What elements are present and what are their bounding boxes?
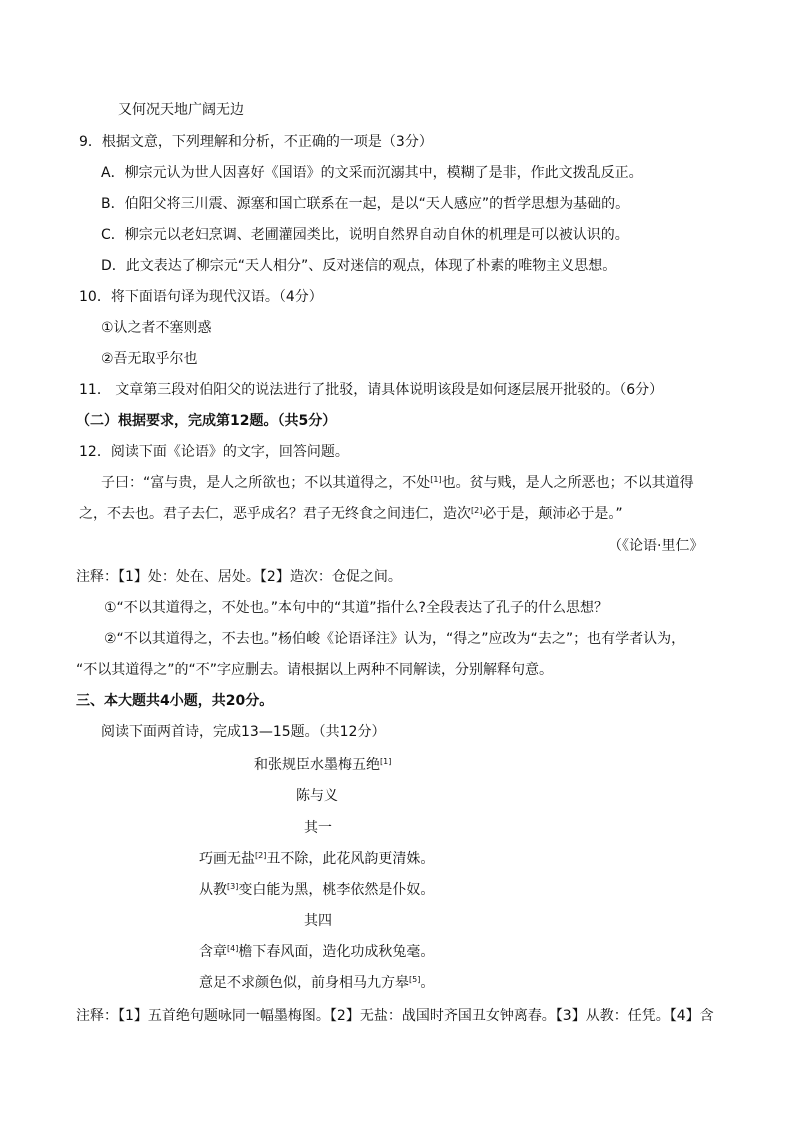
footnote-mark: [4] — [227, 944, 239, 953]
source-citation: （《论语·里仁》 — [608, 538, 704, 554]
poem-verse — [199, 973, 434, 995]
passage-text: 子曰：“富与贵，是人之所欲也；不以其道得之，不处 — [101, 475, 431, 491]
annotation-2: 注释：【1】五首绝句题咏同一幅墨梅图。【2】无盐：战国时齐国丑女钟离春。【3】从教：任凭。【4】含 — [76, 1008, 714, 1024]
text-line: 又何况天地广阔无边 — [118, 102, 244, 118]
poem-section-4: 其四 — [304, 913, 332, 929]
question-10: 10．将下面语句译为现代汉语。（4分） — [79, 289, 323, 305]
poem-author: 陈与义 — [296, 788, 338, 804]
sub-question-2: ②“不以其道得之，不去也。”杨伯峻《论语译注》认为，“得之”应改为“去之”；也有学者认为， — [104, 631, 686, 647]
poem-verse — [199, 942, 434, 964]
verse-text: 意足不求颜色似，前身相马九方皋 — [199, 975, 409, 991]
poem-section-1: 其一 — [304, 820, 332, 836]
question-12: 12．阅读下面《论语》的文字，回答问题。 — [79, 444, 349, 460]
passage-text: 也。贫与贱，是人之所恶也；不以其道得 — [441, 475, 694, 491]
verse-text: 巧画无盐 — [199, 851, 255, 867]
option-c: C．柳宗元以老妇烹调、老圃灌园类比，说明自然界自动自休的机理是可以被认识的。 — [101, 227, 629, 243]
passage-line-2 — [79, 504, 623, 526]
q10-item-1: ①认之者不塞则惑 — [101, 320, 212, 336]
option-a: A．柳宗元认为世人因喜好《国语》的文采而沉溺其中，模糊了是非，作此文拨乱反正。 — [101, 165, 643, 181]
sub-question-2-cont: “不以其道得之”的“不”字应删去。请根据以上两种不同解读，分别解释句意。 — [76, 662, 554, 678]
verse-text: 变白能为黑，桃李依然是仆奴。 — [238, 882, 435, 898]
passage-text: 之，不去也。君子去仁，恶乎成名？君子无终食之间违仁，造次 — [79, 506, 471, 522]
verse-text: 。 — [420, 975, 435, 991]
reading-instruction: 阅读下面两首诗，完成13—15题。（共12分） — [101, 724, 386, 740]
verse-text: 含章 — [199, 944, 227, 960]
question-9: 9．根据文意，下列理解和分析，不正确的一项是（3分） — [79, 134, 433, 150]
poem-verse — [199, 880, 434, 902]
footnote-mark: [1] — [380, 757, 392, 766]
verse-text: 丑不除，此花风韵更清姝。 — [266, 851, 435, 867]
verse-text: 檐下春风面，造化功成秋兔毫。 — [238, 944, 435, 960]
option-d: D．此文表达了柳宗元“天人相分”、反对迷信的观点，体现了朴素的唯物主义思想。 — [101, 258, 617, 274]
poem-title — [254, 755, 391, 777]
footnote-mark: [2] — [471, 506, 483, 515]
footnote-mark: [2] — [255, 851, 267, 860]
poem-verse — [199, 849, 434, 871]
footnote-mark: [5] — [409, 975, 421, 984]
q10-item-2: ②吾无取乎尔也 — [101, 351, 198, 367]
footnote-mark: [1] — [430, 475, 442, 484]
section-3-heading: 三、本大题共4小题，共20分。 — [76, 693, 274, 709]
sub-question-1: ①“不以其道得之，不处也。”本句中的“其道”指什么?全段表达了孔子的什么思想？ — [104, 600, 608, 616]
section-2-heading: （二）根据要求，完成第12题。（共5分） — [76, 413, 337, 429]
footnote-mark: [3] — [227, 882, 239, 891]
question-11: 11． 文章第三段对伯阳父的说法进行了批驳，请具体说明该段是如何逐层展开批驳的。（6分） — [79, 382, 664, 398]
poem-title-text: 和张规臣水墨梅五绝 — [254, 757, 380, 773]
annotation-1: 注释：【1】处：处在、居处。【2】造次：仓促之间。 — [76, 569, 402, 585]
verse-text: 从教 — [199, 882, 227, 898]
option-b: B．伯阳父将三川震、源塞和国亡联系在一起，是以“天人感应”的哲学思想为基础的。 — [101, 196, 630, 212]
passage-text: 必于是，颠沛必于是。” — [482, 506, 623, 522]
passage-line-1 — [101, 473, 694, 495]
